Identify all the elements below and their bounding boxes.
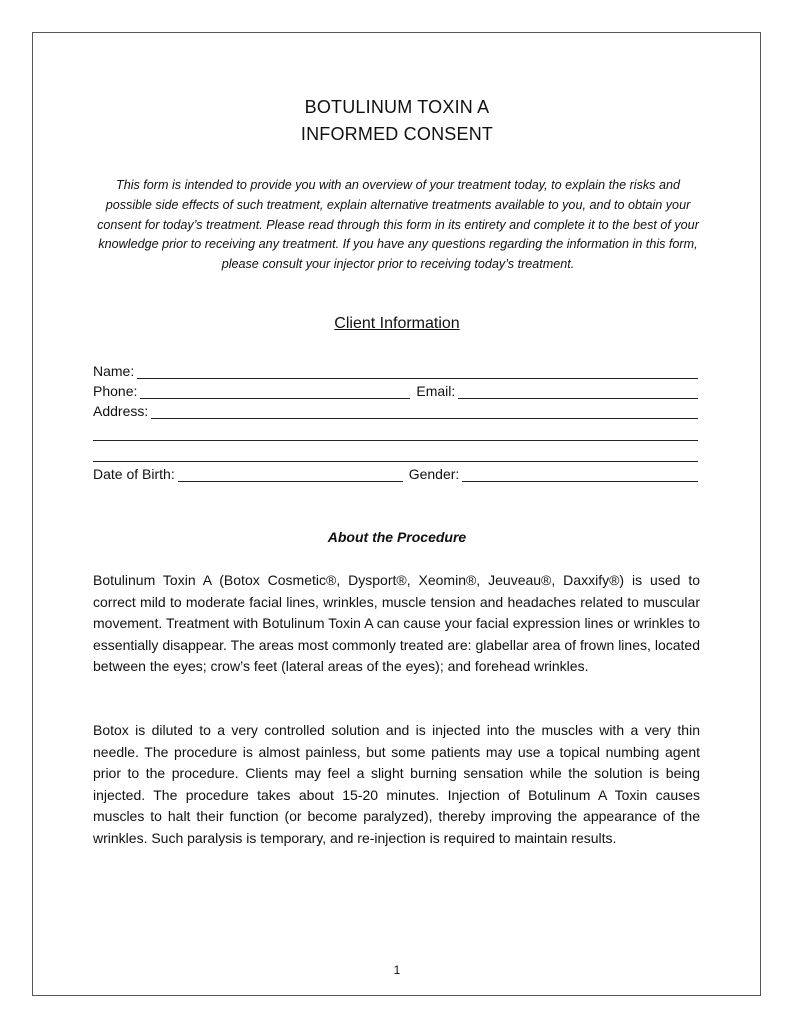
address-field-line-3[interactable]: [93, 447, 698, 462]
dob-gender-row: [93, 464, 698, 482]
client-information-heading: [0, 315, 794, 333]
address-field-line-2[interactable]: [93, 426, 698, 441]
client-information-heading-text: Client Information: [334, 315, 460, 332]
address-label: Address:: [93, 403, 149, 419]
procedure-paragraph-2: Botox is diluted to a very controlled solution and is injected into the muscles with a very thin needle. The procedure is almost painless, but some patients may use a topical numbing agent prior to the procedure. Clients may feel a slight burning sensation while the solution is being injected. The procedure takes about 15-20 minutes. Injection of Botulinum A Toxin causes muscles to halt their function (or become paralyzed), thereby improving the appearance of the wrinkles. Such paralysis is temporary, and re-injection is required to maintain results.: [93, 722, 700, 846]
email-field[interactable]: [458, 384, 698, 399]
address-line-2: [93, 423, 698, 441]
procedure-paragraph-1: Botulinum Toxin A (Botox Cosmetic®, Dysport®, Xeomin®, Jeuveau®, Daxxify®) is used to correct mild to moderate facial lines, wrinkles, muscle tension and headaches related to muscular movement. Treatment with Botulinum Toxin A can cause your facial expression lines or wrinkles to essentially disappear. The areas most commonly treated are: glabellar area of frown lines, located between the eyes; crow’s feet (lateral areas of the eyes); and forehead wrinkles.: [93, 572, 700, 674]
phone-email-row: [93, 381, 698, 399]
intro-text: This form is intended to provide you with an overview of your treatment today, to explain the risks and possible side effects of such treatment, explain alternative treatments available to you, and to obtain your consent for today’s treatment. Please read through this form in its entirety and complete it to the best of your knowledge prior to receiving any treatment. If you have any questions regarding the information in this form, please consult your injector prior to receiving today’s treatment.: [97, 178, 699, 272]
name-field[interactable]: [137, 364, 698, 379]
page-number: 1: [393, 963, 401, 977]
phone-label: Phone:: [93, 383, 138, 399]
about-procedure-heading: About the Procedure: [327, 529, 467, 545]
address-line-3: [93, 444, 698, 462]
address-row: [93, 401, 698, 419]
gender-field[interactable]: [462, 467, 698, 482]
document-title-line2: INFORMED CONSENT: [300, 124, 494, 144]
document-title-line1: BOTULINUM TOXIN A: [304, 97, 490, 117]
name-row: [93, 361, 698, 379]
address-field[interactable]: [151, 404, 698, 419]
gender-label: Gender:: [408, 466, 460, 482]
email-label: Email:: [416, 383, 456, 399]
dob-field[interactable]: [178, 467, 403, 482]
dob-label: Date of Birth:: [93, 466, 175, 482]
name-label: Name:: [93, 363, 135, 379]
phone-field[interactable]: [140, 384, 410, 399]
